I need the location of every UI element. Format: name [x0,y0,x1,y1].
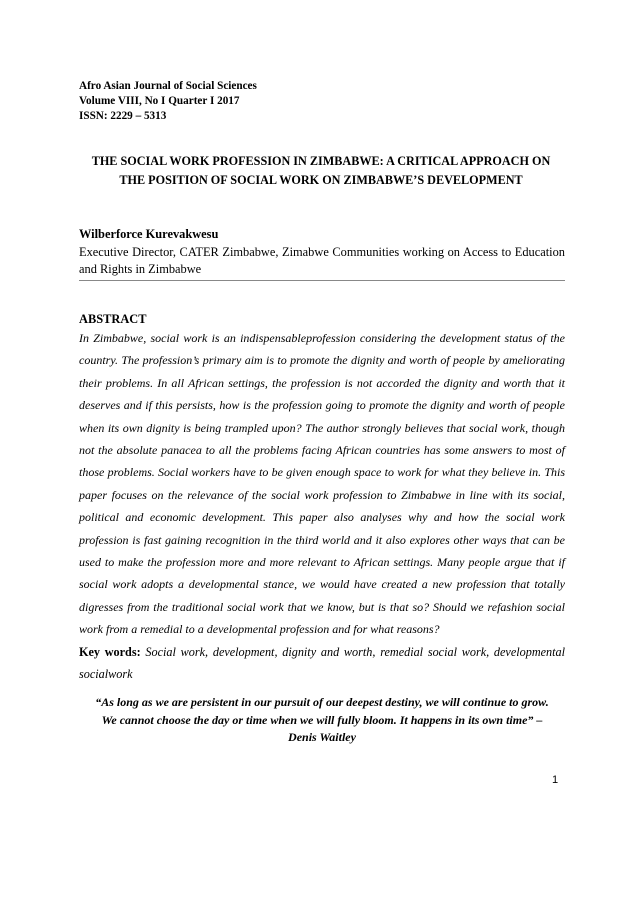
page-number: 1 [552,774,559,786]
keywords [79,641,565,686]
quote-attribution: Denis Waitley [288,730,356,744]
journal-volume: Volume VIII, No I Quarter I 2017 [79,95,240,107]
paper-title-line-1: THE SOCIAL WORK PROFESSION IN ZIMBABWE: A CRITICAL APPROACH ON [91,154,551,168]
author-block [79,226,565,279]
paper-title [79,152,563,189]
journal-issn: ISSN: 2229 – 5313 [79,110,167,122]
quote-line-2: We cannot choose the day or time when we will fully bloom. It happens in its own time” – [101,712,543,727]
journal-name: Afro Asian Journal of Social Sciences [79,80,257,92]
section-divider [79,280,565,281]
abstract-heading: ABSTRACT [79,312,147,326]
quote-line-1: “As long as we are persistent in our pursuit of our deepest destiny, we will continue to grow. [95,695,549,709]
abstract-text: In Zimbabwe, social work is an indispensableprofession considering the development status of the country. The profession’s primary aim is to promote the dignity and worth of people by ameliorating their problems. In all African settings, the profession is not accorded the dignity and worth that it deserves and if this persists, how is the profession going to promote the dignity and worth of people when its own dignity is being trampled upon? The author strongly believes that social work, though not the absolute panacea to all the problems facing African countries has some answers to most of those problems. Social workers have to be given enough space to work for what they believe in. This paper focuses on the relevance of the social work profession to Zimbabwe in line with its social, political and economic development. This paper also analyses why and how the social work profession is fast gaining recognition in the third world and it also explores other ways that can be used to make the profession more and more relevant to African settings. Many people argue that if social work adopts a developmental stance, we would have created a new profession that totally digresses from the traditional social work that we know, but is that so? Should we refashion social work from a remedial to a developmental profession and for what reasons? [79,331,565,637]
author-affiliation: Executive Director, CATER Zimbabwe, Zimabwe Communities working on Access to Education and Rights in Zimbabwe [79,244,565,276]
paper-title-line-2: THE POSITION OF SOCIAL WORK ON ZIMBABWE’S DEVELOPMENT [119,172,523,187]
keywords-text: Social work, development, dignity and worth, remedial social work, developmental socialwork [79,644,565,682]
author-name: Wilberforce Kurevakwesu [79,227,219,241]
journal-header [79,79,257,124]
keywords-label: Key words: [79,644,146,659]
abstract-section [79,311,565,686]
epigraph-quote [79,694,565,747]
